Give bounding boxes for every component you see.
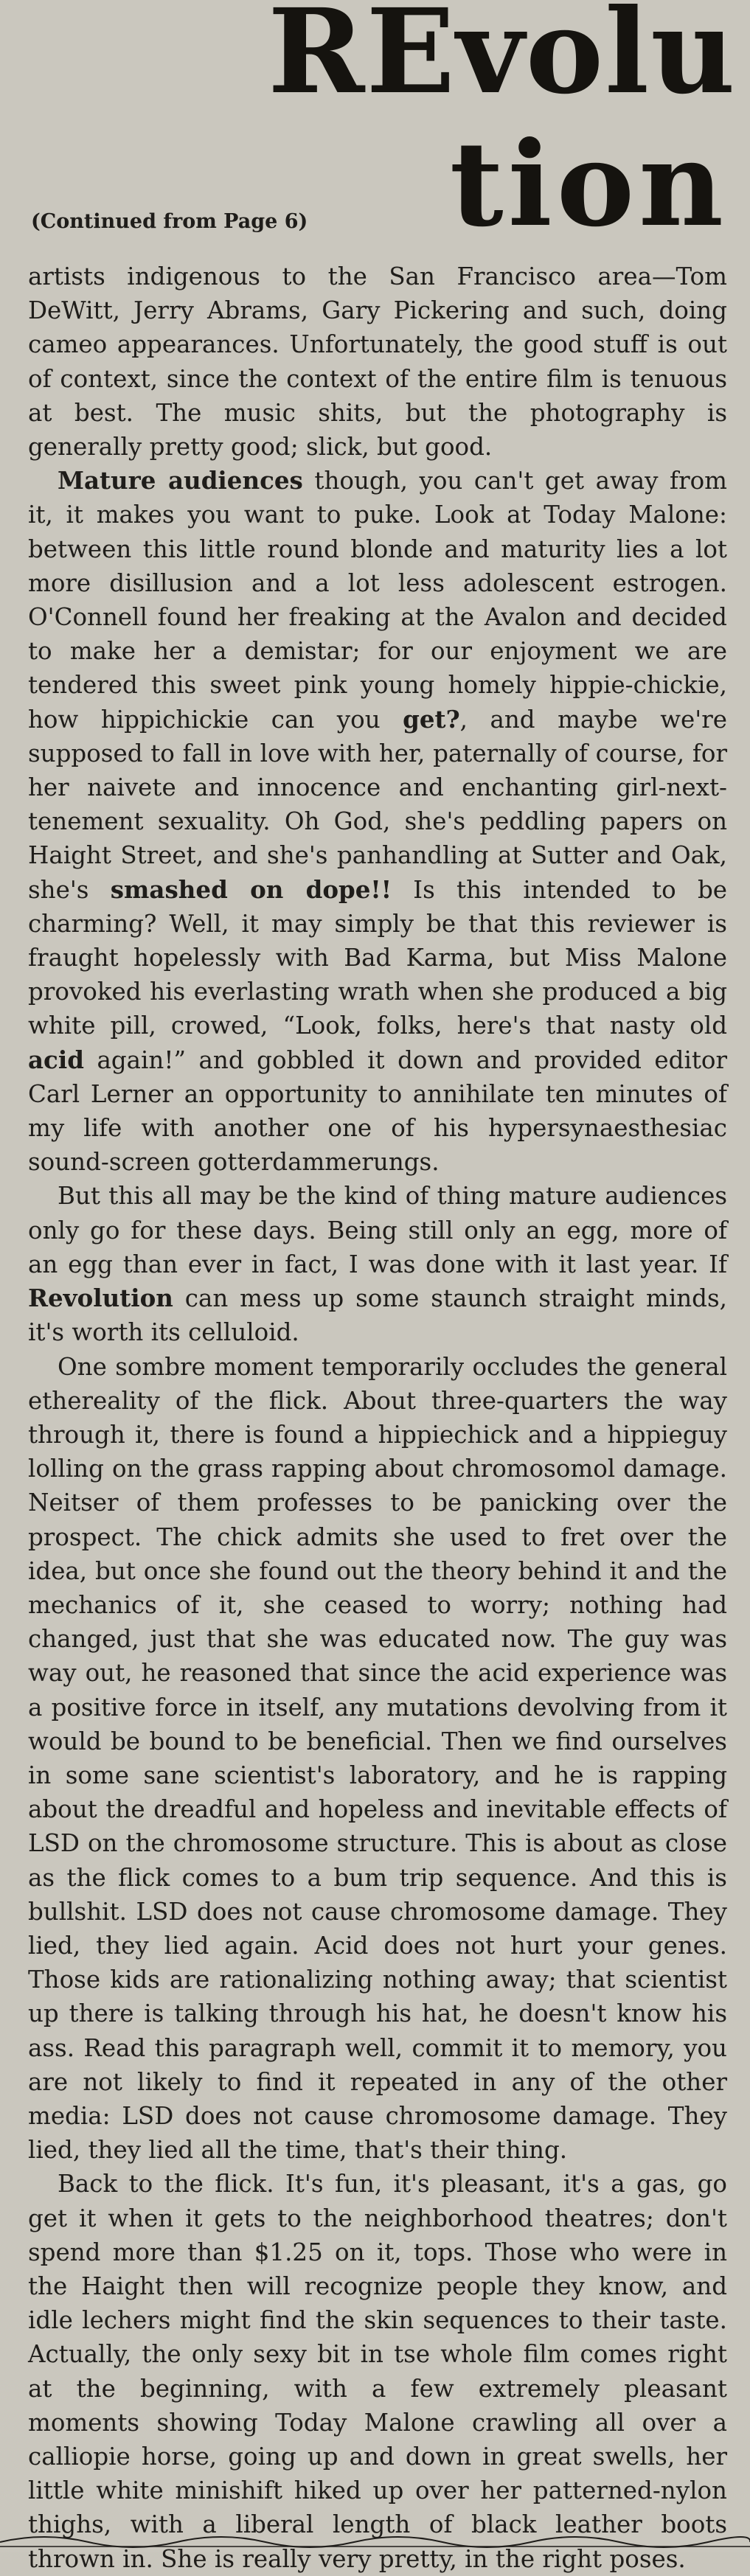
text-run: Is this intended to be charming? Well, it may simply be that this reviewer is fraught hopelessly with Bad Karma, but Miss Malone provoked his everlasting wrath when she produced a big white pill, crowed, “Look, folks, here's that nasty old	[28, 875, 727, 1040]
article-paragraph	[28, 1350, 727, 2168]
headline-line-1: REvolu	[268, 0, 737, 120]
article-paragraph	[28, 1179, 727, 1349]
continued-note: (Continued from Page 6)	[31, 210, 308, 233]
text-run: though, you can't get away from it, it makes you want to puke. Look at Today Malone: between this little round blonde and maturity lies a lot more disillusion and a lot less adolescent estrogen. O'Connell found her freaking at the Avalon and decided to make her a demistar; for our enjoyment we are tendered this sweet pink young homely hippie-chickie, how hippichickie can you	[28, 467, 727, 734]
article-paragraph	[28, 464, 727, 1179]
bottom-decorative-border	[0, 2529, 750, 2552]
bold-phrase: get?	[403, 704, 460, 734]
bold-phrase: Mature audiences	[58, 466, 303, 495]
bold-phrase: acid	[28, 1045, 84, 1074]
text-run: again!” and gobbled it down and provided editor Carl Lerner an opportunity to annihilate ten minutes of my life with another one of his hypersynaesthesiac sound-screen gotterdammerungs.	[28, 1045, 727, 1177]
article-paragraph	[28, 260, 727, 464]
text-run: One sombre moment temporarily occludes the general ethereality of the flick. About three-quarters the way through it, there is found a hippiechick and a hippieguy lolling on the grass rapping about chromosomol damage. Neitser of them professes to be panicking over the prospect. The chick admits she used to fret over the idea, but once she found out the theory behind it and the mechanics of it, she ceased to worry; nothing had changed, just that she was educated now. The guy was way out, he reasoned that since the acid experience was a positive force in itself, any mutations devolving from it would be bound to be beneficial. Then we find ourselves in some sane scientist's laboratory, and he is rapping about the dreadful and hopeless and inevitable effects of LSD on the chromosome structure. This is about as close as the flick comes to a bum trip sequence. And this is bullshit. LSD does not cause chromosome damage. They lied, they lied again. Acid does not hurt your genes. Those kids are rationalizing nothing away; that scientist up there is talking through his hat, he doesn't know his ass. Read this paragraph well, commit it to memory, you are not likely to find it repeated in any of the other media: LSD does not cause chromosome damage. They lied, they lied all the time, that's their thing.	[28, 1352, 727, 2165]
article-body	[28, 260, 727, 2576]
headline-line-2: tion	[449, 116, 728, 253]
text-run: can mess up some staunch straight minds, it's worth its celluloid.	[28, 1284, 727, 1347]
text-run: But this all may be the kind of thing mature audiences only go for these days. Being still only an egg, more of an egg than ever in fact, I was done with it last year. If	[28, 1182, 727, 1278]
bold-phrase: Revolution	[28, 1284, 173, 1313]
text-run: , and maybe we're supposed to fall in love with her, paternally of course, for her naivete and innocence and enchanting girl-next-tenement sexuality. Oh God, she's peddling papers on Haight Street, and she's panhandling at Sutter and Oak, she's	[28, 705, 727, 904]
text-run: Back to the flick. It's fun, it's pleasant, it's a gas, go get it when it gets to the neighborhood theatres; don't spend more than $1.25 on it, tops. Those who were in the Haight then will recognize people they know, and idle lechers might find the skin sequences to their taste. Actually, the only sexy bit in tse whole film comes right at the beginning, with a few extremely pleasant moments showing Today Malone crawling all over a calliopie horse, going up and down in great swells, her little white minishift hiked up over her patterned-nylon thighs, with a liberal length of black leather boots thrown in. She is really very pretty, in the right poses.	[28, 2170, 727, 2573]
article-paragraph	[28, 2167, 727, 2575]
bold-phrase: smashed on dope!!	[110, 874, 392, 904]
text-run: artists indigenous to the San Francisco area—Tom DeWitt, Jerry Abrams, Gary Pickering and such, doing cameo appearances. Unfortunately, the good stuff is out of context, since the context of the entire film is tenuous at best. The music shits, but the photography is generally pretty good; slick, but good.	[28, 262, 727, 462]
article-header	[0, 0, 750, 265]
